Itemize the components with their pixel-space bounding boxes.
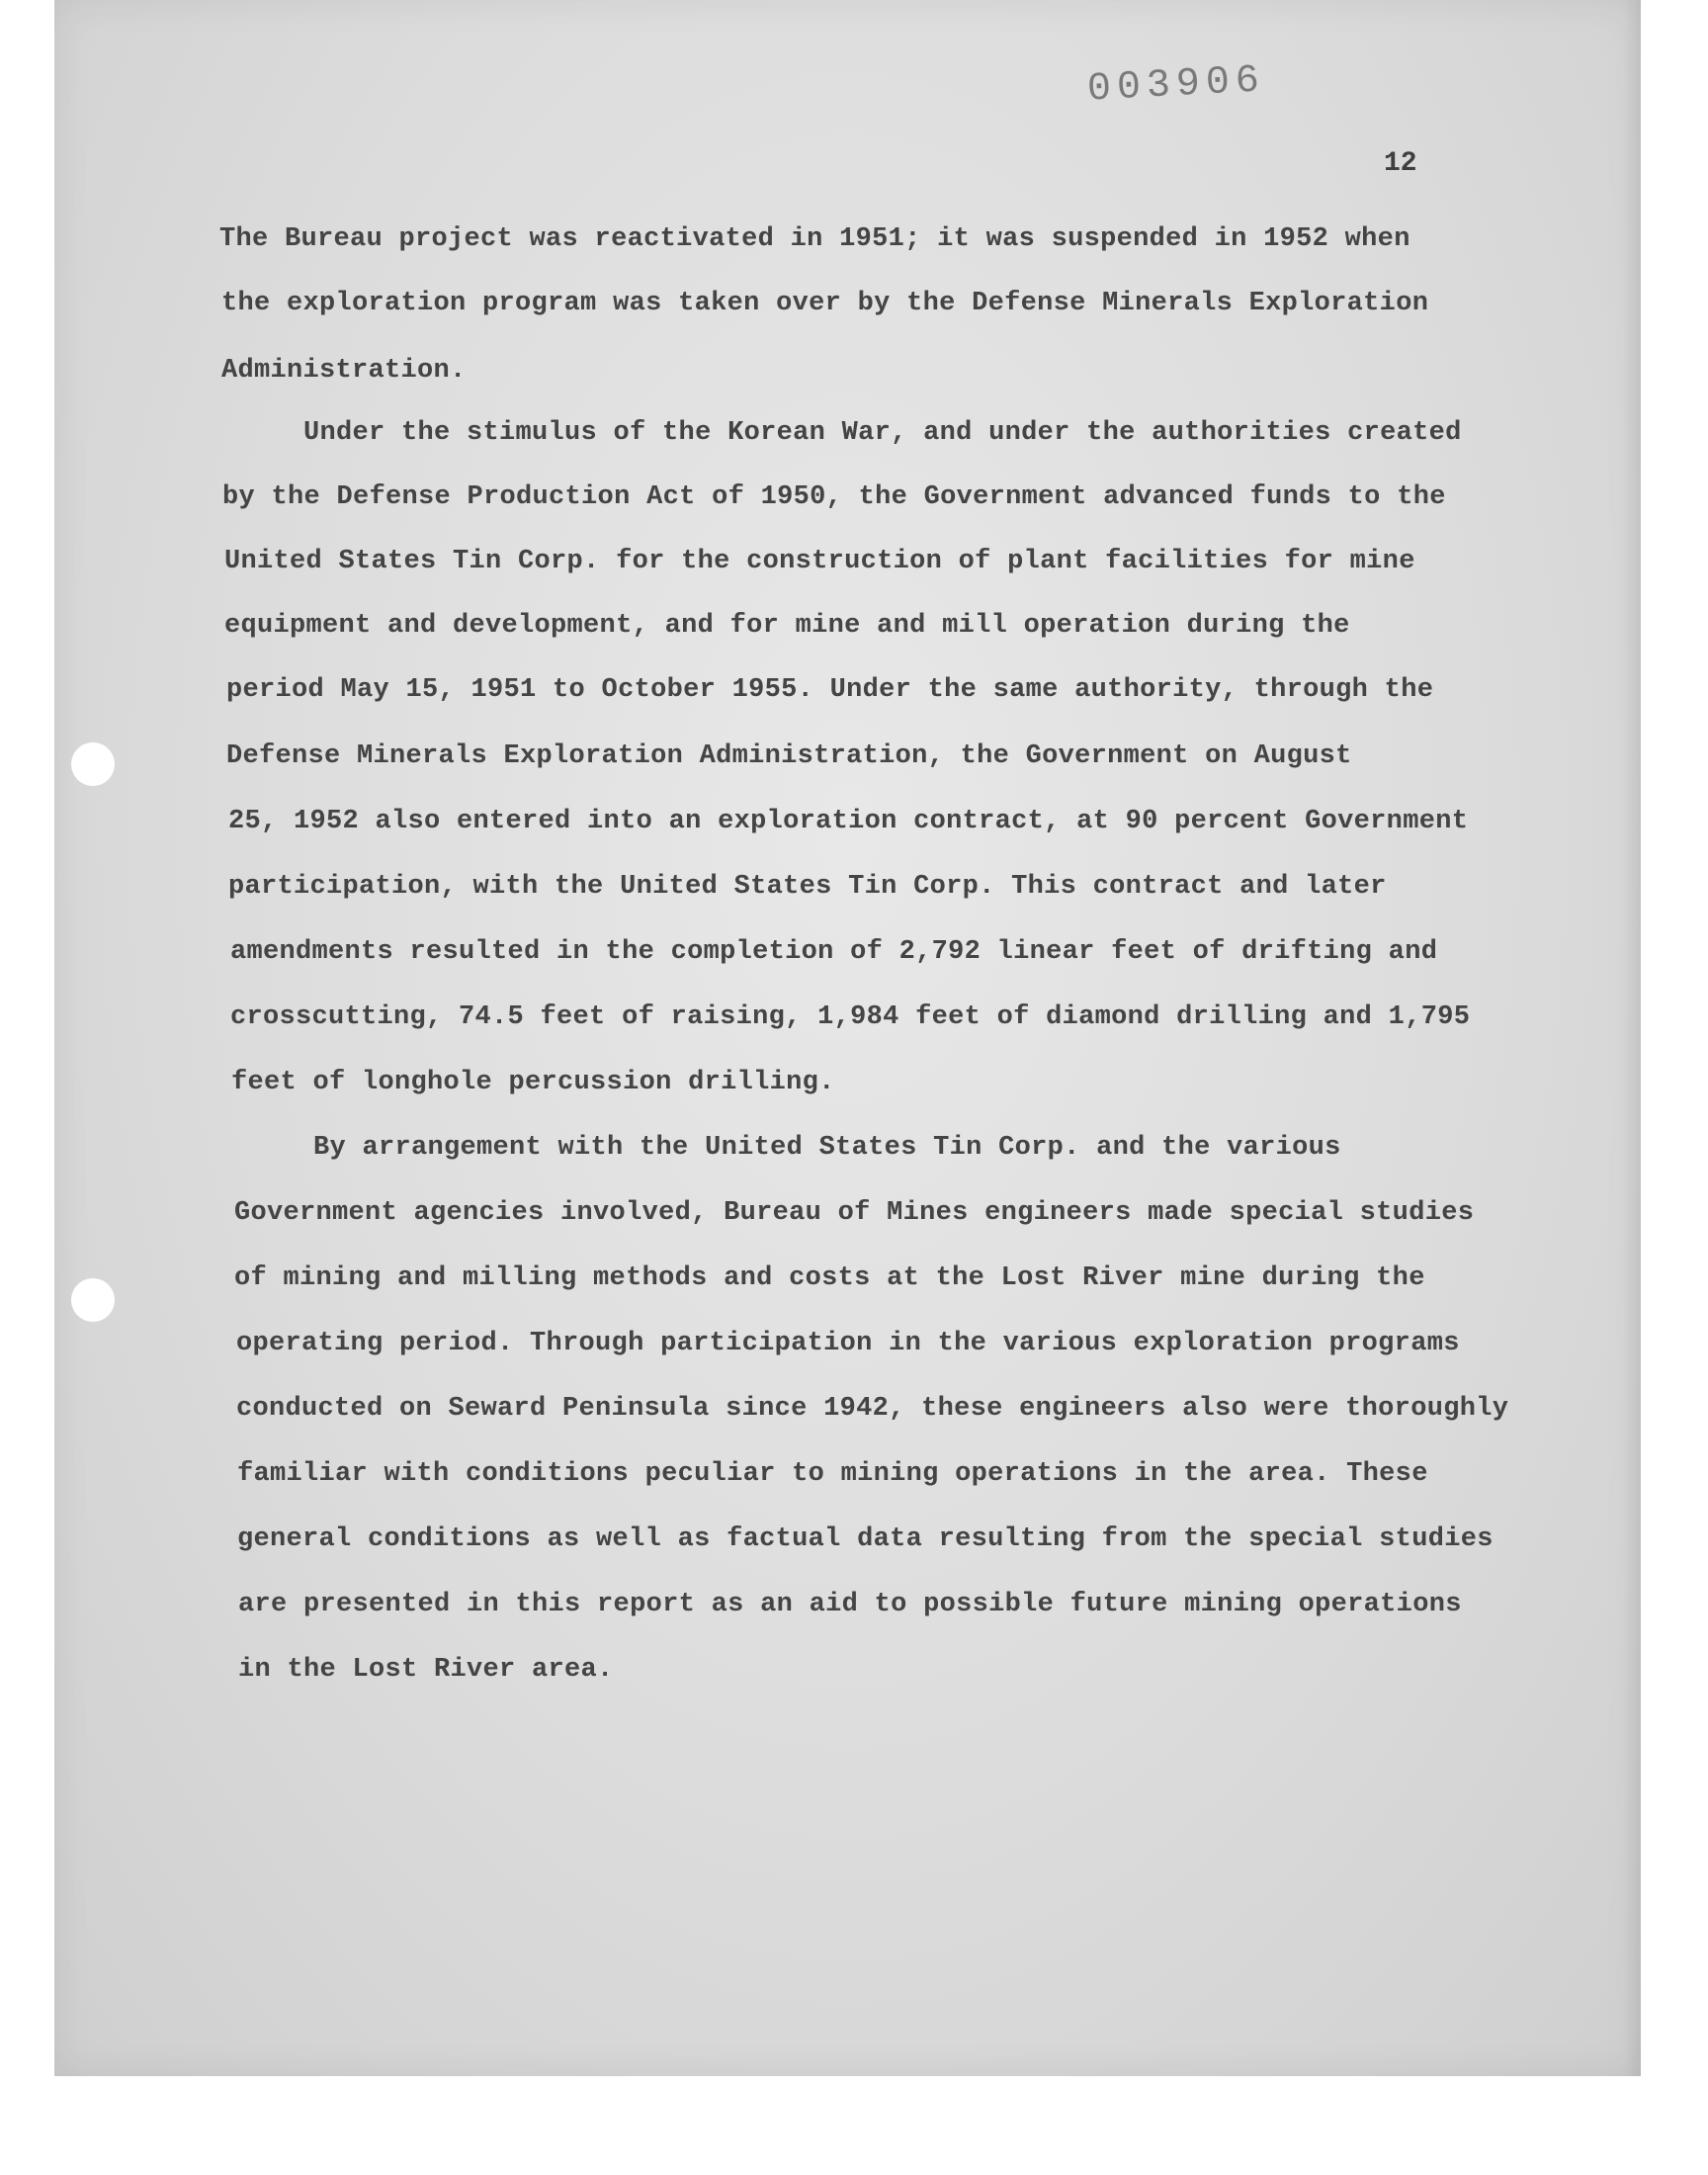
text-line: Defense Minerals Exploration Administration, the Government on August	[226, 741, 1352, 771]
text-line: period May 15, 1951 to October 1955. Under the same authority, through the	[226, 675, 1434, 705]
punch-hole-upper	[71, 742, 115, 786]
text-line: of mining and milling methods and costs at the Lost River mine during the	[234, 1263, 1425, 1293]
text-line: The Bureau project was reactivated in 1951; it was suspended in 1952 when	[219, 224, 1410, 254]
text-line: Government agencies involved, Bureau of Mines engineers made special studies	[234, 1198, 1475, 1228]
punch-hole-lower	[71, 1278, 115, 1322]
text-line: By arrangement with the United States Tin Corp. and the various	[313, 1133, 1341, 1163]
page-number: 12	[1384, 148, 1417, 179]
text-line: in the Lost River area.	[238, 1655, 614, 1685]
text-line: familiar with conditions peculiar to mining operations in the area. These	[237, 1459, 1428, 1489]
text-line: are presented in this report as an aid to possible future mining operations	[238, 1590, 1462, 1619]
text-line: conducted on Seward Peninsula since 1942, these engineers also were thoroughly	[236, 1394, 1509, 1424]
text-line: feet of longhole percussion drilling.	[231, 1068, 835, 1097]
text-line: the exploration program was taken over by the Defense Minerals Exploration	[221, 289, 1429, 318]
text-line: United States Tin Corp. for the construction of plant facilities for mine	[224, 547, 1415, 576]
text-line: participation, with the United States Tin Corp. This contract and later	[228, 872, 1387, 902]
text-line: 25, 1952 also entered into an exploration contract, at 90 percent Government	[228, 807, 1469, 836]
text-line: crosscutting, 74.5 feet of raising, 1,984 feet of diamond drilling and 1,795	[230, 1002, 1471, 1032]
text-line: Administration.	[221, 356, 467, 386]
text-line: general conditions as well as factual data resulting from the special studies	[237, 1524, 1494, 1554]
text-line: amendments resulted in the completion of 2,792 linear feet of drifting and	[230, 937, 1438, 967]
text-line: equipment and development, and for mine and mill operation during the	[224, 611, 1350, 641]
text-line: operating period. Through participation in the various exploration programs	[236, 1329, 1460, 1358]
text-line: Under the stimulus of the Korean War, and under the authorities created	[303, 418, 1462, 448]
document-number-stamp: 003906	[1085, 58, 1267, 113]
text-line: by the Defense Production Act of 1950, the Government advanced funds to the	[222, 482, 1446, 512]
